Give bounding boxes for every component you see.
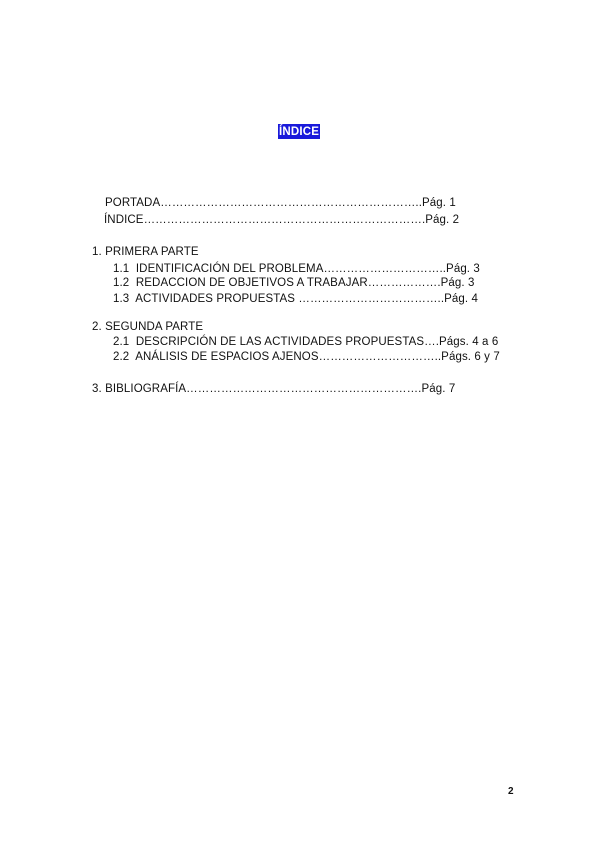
toc-section-primera-parte: 1. PRIMERA PARTE [92,246,199,258]
index-title: ÍNDICE [279,126,320,138]
toc-entry-indice: ÍNDICE……………………………………………………………….Pág. 2 [104,214,460,226]
toc-entry-portada: PORTADA…………………………………………………………..Pág. 1 [105,197,456,209]
toc-entry-1-2: 1.2 REDACCION DE OBJETIVOS A TRABAJAR……………….Pág. 3 [113,277,475,289]
toc-entry-1-3: 1.3 ACTIVIDADES PROPUESTAS ………………………………..Pág. 4 [113,293,478,305]
toc-entry-1-1: 1.1 IDENTIFICACIÓN DEL PROBLEMA…………………………..Pág. 3 [113,263,480,275]
toc-entry-2-1: 2.1 DESCRIPCIÓN DE LAS ACTIVIDADES PROPUESTAS….Págs. 4 a 6 [113,336,499,348]
toc-section-segunda-parte: 2. SEGUNDA PARTE [92,321,204,333]
toc-entry-bibliografia: 3. BIBLIOGRAFÍA…………………………………………………….Pág. 7 [92,383,456,395]
toc-entry-2-2: 2.2 ANÁLISIS DE ESPACIOS AJENOS…………………………..Págs. 6 y 7 [113,351,500,363]
page-number: 2 [508,786,514,797]
